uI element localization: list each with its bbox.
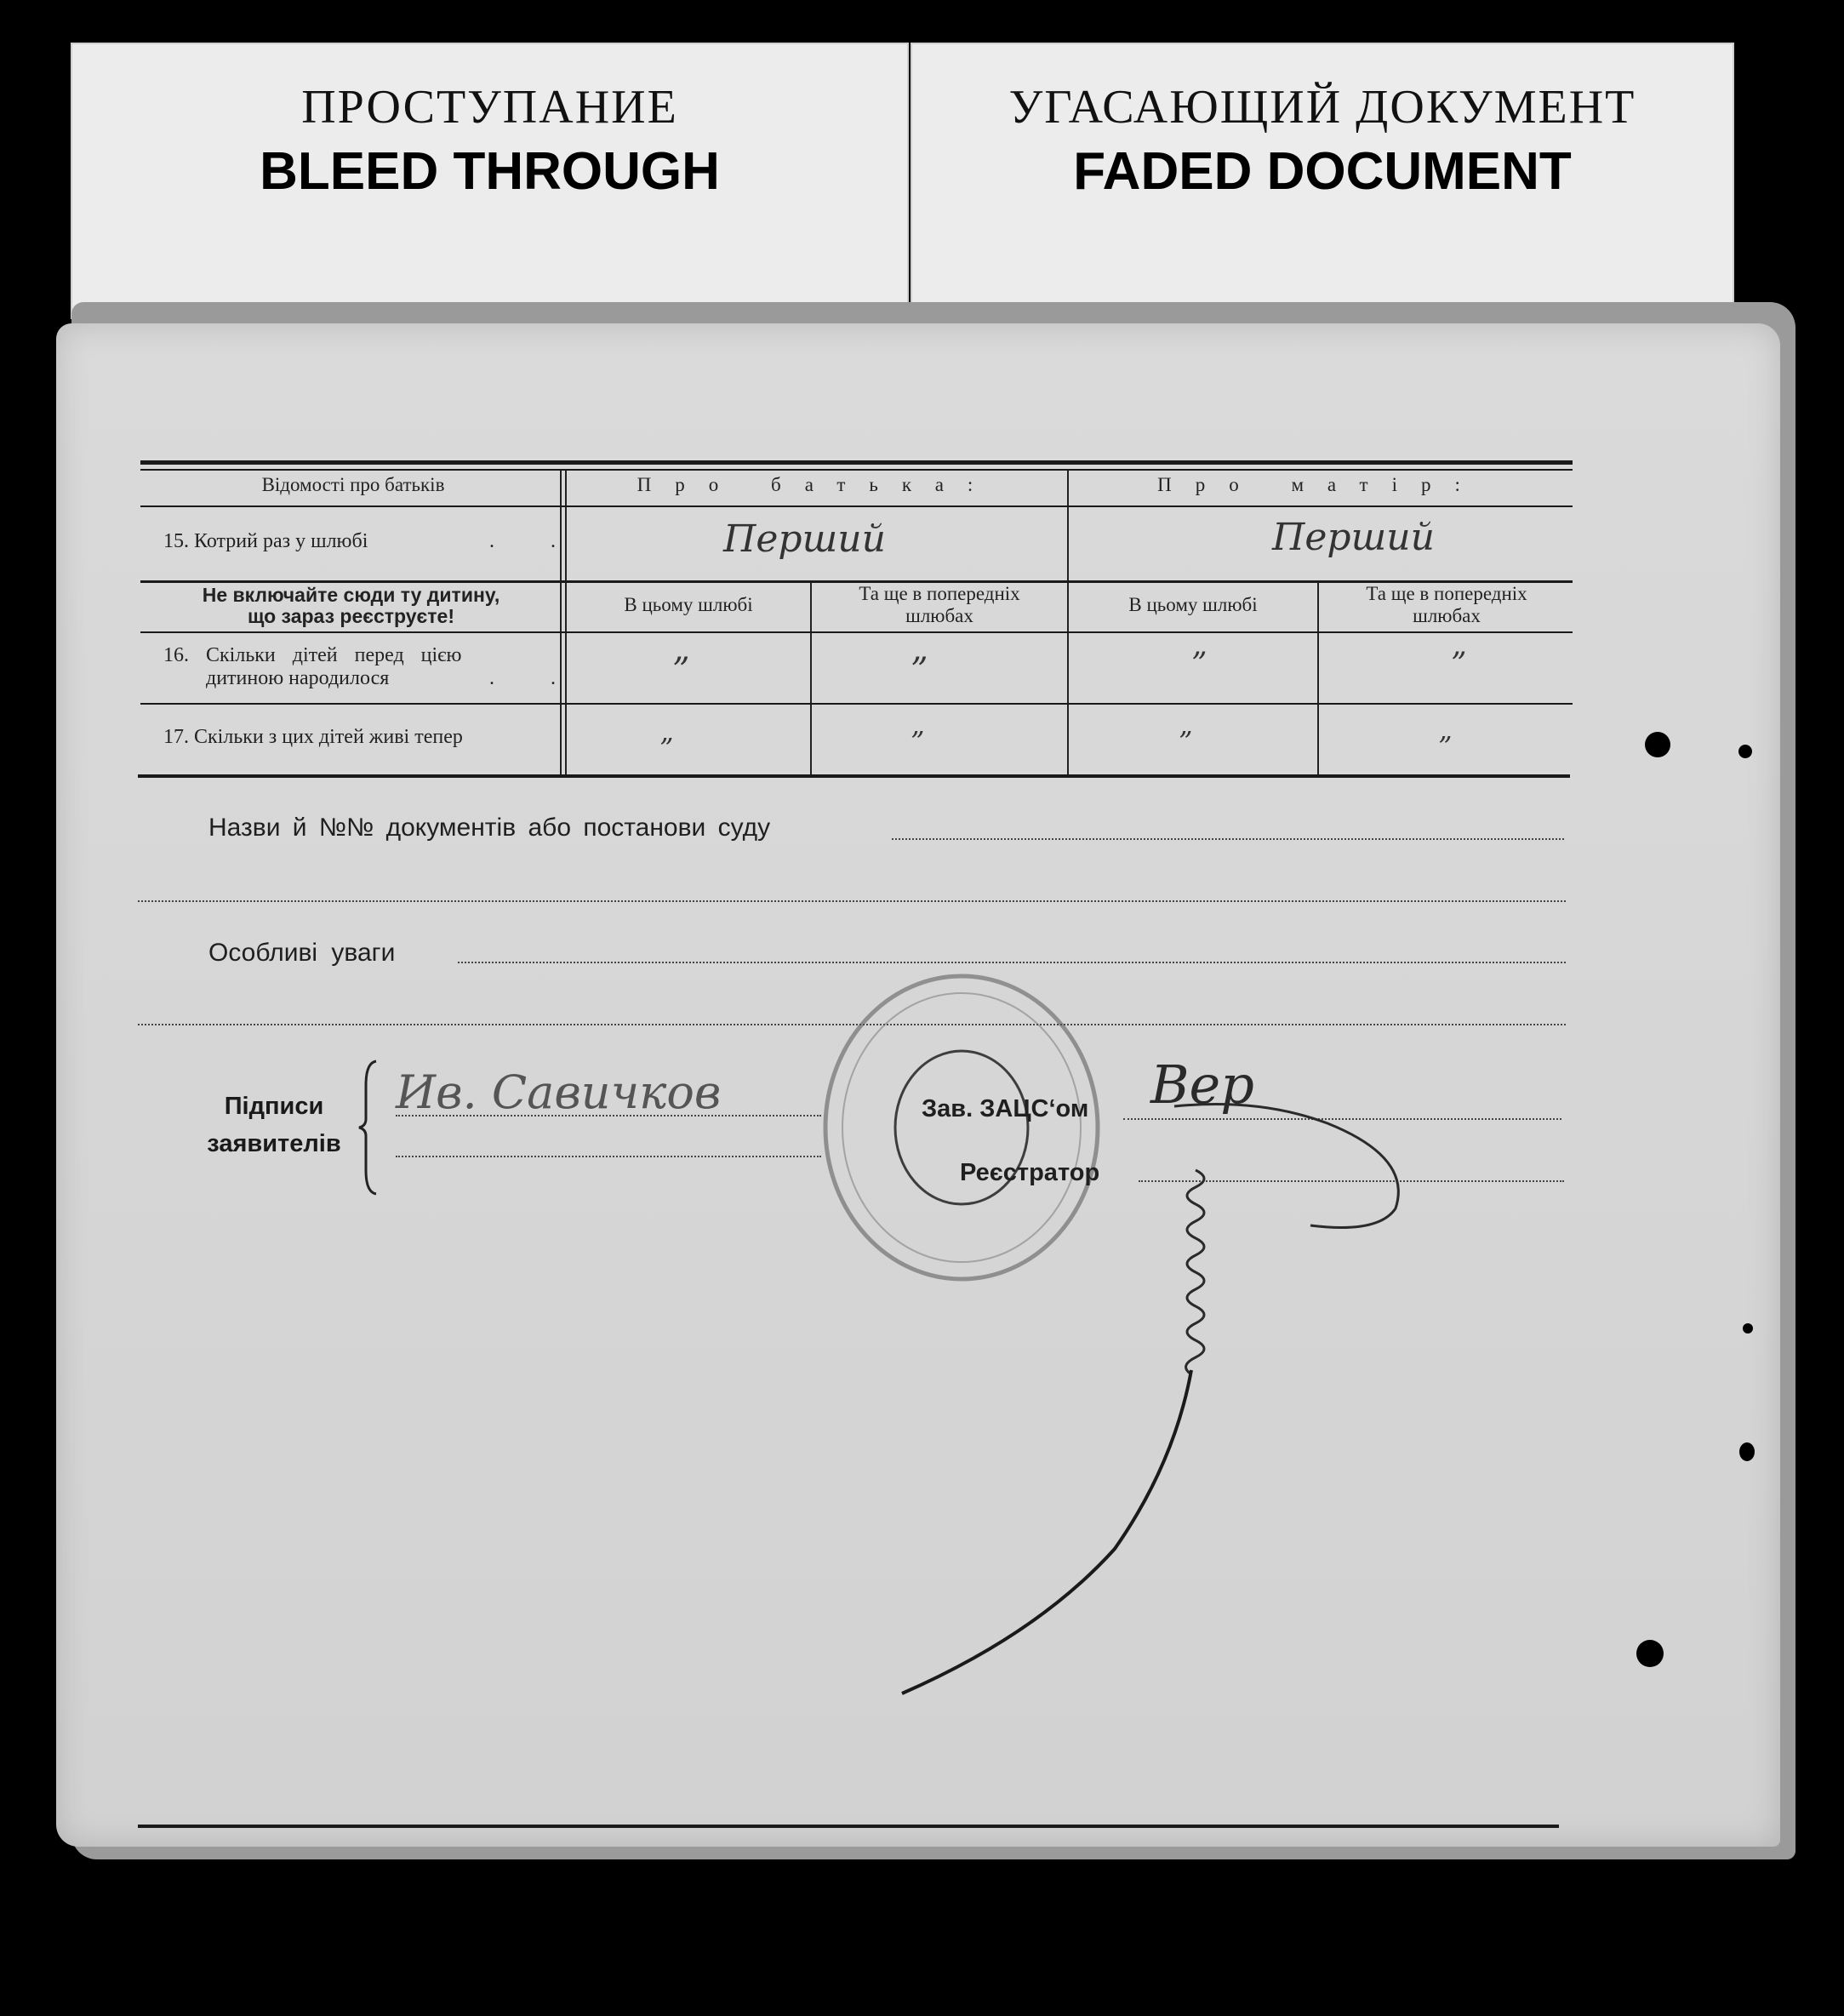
row15-label: 15. Котрий раз у шлюбі xyxy=(163,530,368,552)
row15-father-value: Перший xyxy=(723,517,886,561)
table-divider xyxy=(560,471,562,775)
row17-father-prev: ” xyxy=(911,725,925,757)
table-divider xyxy=(810,583,812,775)
bleed-through-label-card xyxy=(71,43,909,319)
table-divider xyxy=(565,471,567,775)
applicants-brace xyxy=(357,1059,383,1196)
header-parents-info: Відомості про батьків xyxy=(261,474,445,495)
applicant-signature: Ив. Савичков xyxy=(396,1065,722,1119)
row17-father-this: ” xyxy=(659,732,674,764)
punch-hole xyxy=(1738,745,1752,758)
bleed-through-en: BLEED THROUGH xyxy=(260,142,720,201)
table-row-rule xyxy=(140,631,1573,633)
punch-hole xyxy=(1739,1442,1755,1461)
father-prev-marriages-header-2: шлюбах xyxy=(905,605,973,626)
applicants-label-line2: заявителів xyxy=(207,1130,341,1157)
table-divider xyxy=(1317,583,1319,775)
documents-line xyxy=(892,838,1564,840)
row17-mother-prev: ” xyxy=(1438,730,1453,762)
punch-hole xyxy=(1645,732,1670,757)
page-bottom-rule xyxy=(138,1825,1559,1828)
row15-mother-value: Перший xyxy=(1272,516,1435,559)
header-about-mother: Про матір: xyxy=(1157,474,1484,495)
table-top-rule-thin xyxy=(140,469,1573,471)
bleed-through-ru: ПРОСТУПАНИЕ xyxy=(301,81,678,134)
documents-line-2 xyxy=(138,900,1566,902)
documents-label: Назви й №№ документів або постанови суду xyxy=(208,814,771,842)
faded-document-label-card xyxy=(911,43,1734,319)
row16-father-prev: ” xyxy=(911,651,928,690)
head-registry-label: Зав. ЗАЦС‘ом xyxy=(922,1095,1089,1122)
applicant-signature-line-2 xyxy=(396,1156,821,1157)
remarks-label: Особливі уваги xyxy=(208,939,396,967)
father-this-marriage-header: В цьому шлюбі xyxy=(624,594,753,615)
row16-label-line1: 16. Скільки дітей перед цією xyxy=(163,644,462,666)
registrar-label: Реєстратор xyxy=(960,1159,1100,1186)
table-row-rule xyxy=(140,703,1573,705)
row16-label-line2: дитиною народилося xyxy=(206,667,390,689)
registrar-signature-flourish xyxy=(868,1089,1430,1702)
note-exclude-child-line2: що зараз реєструєте! xyxy=(248,605,454,627)
registrar-signature: Вер xyxy=(1150,1054,1254,1116)
note-exclude-child-line1: Не включайте сюди ту дитину, xyxy=(202,584,500,606)
table-divider xyxy=(1067,471,1069,775)
applicants-signatures-label xyxy=(189,1088,359,1162)
applicants-label-line1: Підписи xyxy=(224,1093,324,1120)
punch-hole xyxy=(1743,1323,1753,1334)
faded-document-en: FADED DOCUMENT xyxy=(1073,142,1572,201)
mother-this-marriage-header: В цьому шлюбі xyxy=(1128,594,1258,615)
father-prev-marriages-header-1: Та ще в попередніх xyxy=(859,583,1020,604)
remarks-line xyxy=(458,962,1566,963)
row16-mother-this: ” xyxy=(1191,647,1207,682)
mother-prev-marriages-header-2: шлюбах xyxy=(1413,605,1481,626)
row16-dots: . . xyxy=(489,667,581,689)
applicant-signature-line-1 xyxy=(396,1115,821,1117)
mother-prev-marriages-header-1: Та ще в попередніх xyxy=(1366,583,1527,604)
row16-father-this: ” xyxy=(672,651,690,690)
row15-dots: . . xyxy=(489,530,581,552)
row17-label: 17. Скільки з цих дітей живі тепер xyxy=(163,726,463,748)
row16-mother-prev: ” xyxy=(1451,647,1467,682)
header-about-father: Про батька: xyxy=(637,474,997,495)
table-top-rule xyxy=(140,460,1573,465)
row17-mother-this: ” xyxy=(1179,725,1193,757)
table-bottom-rule xyxy=(138,774,1570,778)
faded-document-ru: УГАСАЮЩИЙ ДОКУМЕНТ xyxy=(1008,81,1636,134)
table-row-rule xyxy=(140,505,1573,507)
punch-hole xyxy=(1636,1640,1664,1667)
